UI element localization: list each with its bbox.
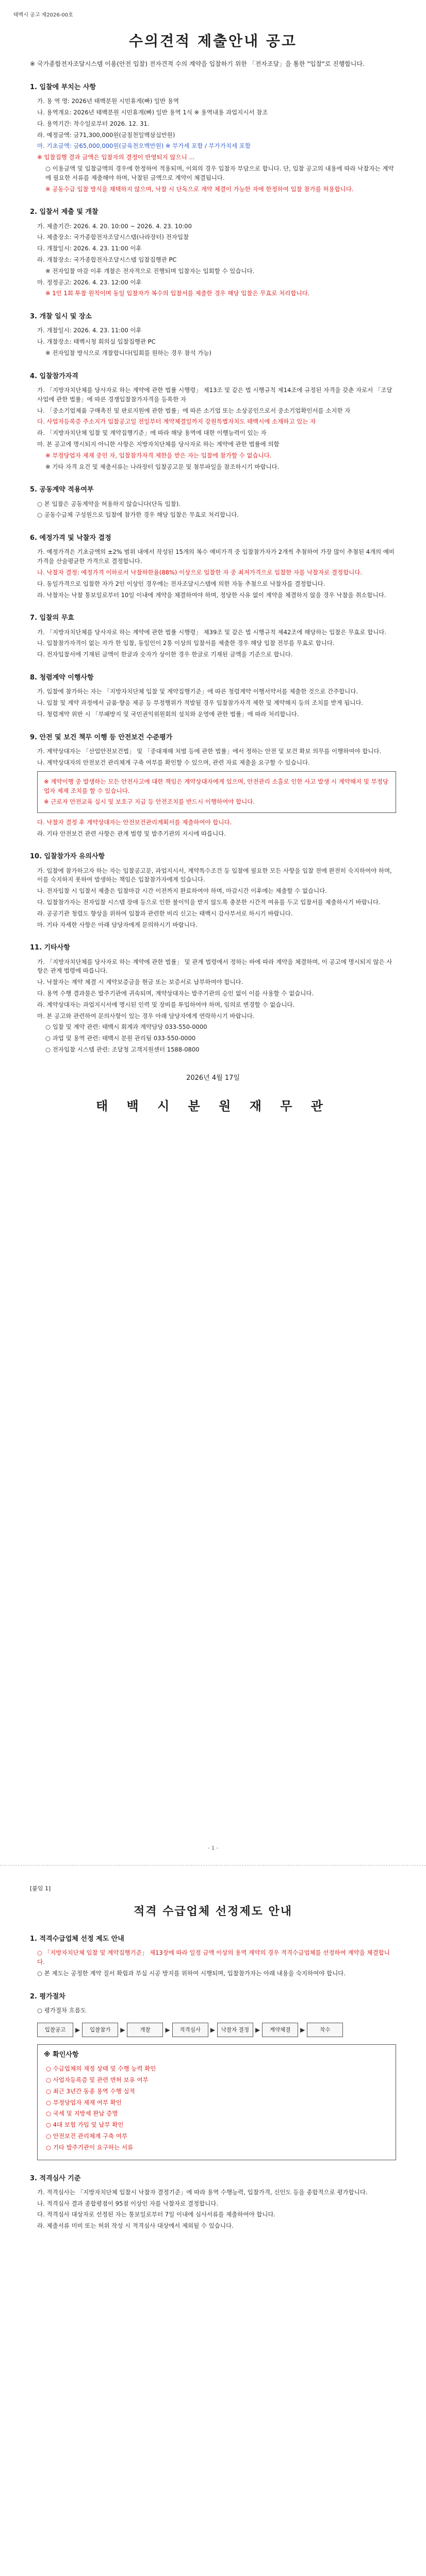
section-line: 나. 입찰참가자격이 없는 자가 한 입찰, 동일인이 2통 이상의 입찰서를 제출한 경우 해당 입찰 전부를 무효로 합니다. [37,639,335,647]
check-item: ○ 부정당업자 제재 여부 확인 [46,2098,122,2106]
section-heading: 9. 안전 및 보건 책무 이행 등 안전보건 수준평가 [30,733,173,741]
attachment-section-2 [30,1992,396,2037]
section-line: 다. 전자입찰서에 기재된 금액이 한글과 숫자가 상이한 경우 한글로 기재된 금액을 기준으로 합니다. [37,651,293,658]
section-line: 가. 「지방자치단체를 당사자로 하는 계약에 관한 법률 시행령」 제13조 및 같은 법 시행규칙 제14조에 규정된 자격을 갖춘 자로서 「조달사업에 관한 법률」에 따른 경쟁입찰참가자격을 등록한 자 [37,386,392,403]
arrow-right-icon: ▶ [165,2026,170,2033]
section-line: ○ 본 제도는 공정한 계약 질서 확립과 부실 시공 방지를 위하여 시행되며, 입찰참가자는 아래 내용을 숙지하여야 합니다. [37,1969,346,1977]
flow-step: 적격심사 [172,2023,208,2037]
section-line: 나. 입찰 및 계약 과정에서 금품·향응 제공 등 부정행위가 적발될 경우 입찰참가자격 제한 및 계약해지 등의 조치를 받게 됩니다. [37,699,364,706]
section-line: 라. 낙찰자는 낙찰 통보일로부터 10일 이내에 계약을 체결하여야 하며, 정당한 사유 없이 계약을 체결하지 않을 경우 낙찰을 취소합니다. [37,591,386,599]
arrow-right-icon: ▶ [75,2026,80,2033]
section-note: ○ 이용금액 및 입찰금액의 경우에 한정하여 적용되며, 이외의 경우 입찰자 부담으로 합니다. 단, 입찰 공고의 내용에 따라 낙찰자는 계약에 필요한 서류를 제출해야 하며, 낙찰된 금액으로 계약이 체결됩니다. [45,165,394,181]
notice-page-2 [0,1865,426,2576]
section-line: 가. 예정가격은 기초금액의 ±2% 범위 내에서 작성된 15개의 복수 예비가격 중 입찰참가자가 2개씩 추첨하여 가장 많이 추첨된 4개의 예비가격을 산술평균한 가격으로 결정합니다. [37,548,395,565]
attachment-section-1 [30,1934,396,1978]
section-line: 라. 개찰장소: 국가종합전자조달시스템 입찰집행관 PC [37,256,177,264]
section-heading: 8. 청렴계약 이행사항 [30,674,94,682]
section-heading: 5. 공동계약 적용여부 [30,486,94,494]
section-10 [30,852,396,929]
section-line: 다. 용역기간: 착수일로부터 2026. 12. 31. [37,120,150,127]
attachment-section-3 [30,2174,396,2231]
section-line: ※ 전자입찰 마감 이후 개찰은 전자적으로 진행되며 입찰자는 입회할 수 있습니다. [45,267,255,275]
section-line: 가. 입찰에 참가하는 자는 「지방자치단체 입찰 및 계약집행기준」에 따른 청렴계약 이행서약서를 제출한 것으로 간주합니다. [37,688,358,696]
section-line: 가. 입찰에 참가하고자 하는 자는 입찰공고문, 과업지시서, 계약특수조건 등 입찰에 필요한 모든 사항을 입찰 전에 완전히 숙지하여야 하며, 이를 숙지하지 못하여 발생하는 책임은 입찰참가자에게 있습니다. [37,867,392,884]
section-line: 나. 개찰장소: 태백시청 회의실 입찰집행관 PC [37,338,156,346]
section-line: 나. 「중소기업제품 구매촉진 및 판로지원에 관한 법률」에 따른 소기업 또는 소상공인으로서 중소기업확인서를 소지한 자 [37,406,351,414]
section-line: 나. 낙찰자는 계약 체결 시 계약보증금을 현금 또는 보증서로 납부하여야 합니다. [37,978,243,986]
section-heading: 7. 입찰의 무효 [30,614,74,622]
section-line: ○ 본 입찰은 공동계약을 허용하지 않습니다(단독 입찰). [37,500,181,507]
arrow-right-icon: ▶ [300,2026,305,2033]
section-heading: 3. 적격심사 기준 [30,2174,81,2182]
check-item: ○ 최근 3년간 동종 용역 수행 실적 [46,2087,135,2095]
flow-step: 입찰참가 [82,2023,118,2037]
section-3 [30,312,396,358]
flow-step: 낙찰자 결정 [217,2023,253,2037]
section-line: 가. 용 역 명: 2026년 태백분원 시민휴게(빠) 일반 용역 [37,97,179,105]
section-line: 다. 개찰일시: 2026. 4. 23. 11:00 이후 [37,245,142,252]
section-line: ※ 입찰집행 결과 금액은 입찰자의 결정이 반영되지 않으니 ... [37,154,195,161]
section-line: 나. 계약상대자의 안전보건 관리체계 구축 여부를 확인할 수 있으며, 관련 자료 제출을 요구할 수 있습니다. [37,758,310,766]
section-line: ※ 전자입찰 방식으로 개찰합니다(입회를 원하는 경우 참석 가능) [45,349,211,357]
warning-box [37,771,396,812]
section-9 [30,733,396,839]
attachment-label: [붙임 1] [30,1885,51,1892]
section-heading: 4. 입찰참가자격 [30,372,78,380]
section-heading: 6. 예정가격 및 낙찰자 결정 [30,534,111,543]
section-heading: 1. 입찰에 부치는 사항 [30,83,96,91]
section-5 [30,485,396,520]
section-line: 마. 기타 자세한 사항은 아래 담당자에게 문의하시기 바랍니다. [37,921,198,928]
section-heading: 2. 평가절차 [30,1992,65,2001]
section-line: 다. 입찰참가자는 전자입찰 시스템 장애 등으로 인한 불이익을 받지 않도록 충분한 시간적 여유를 두고 입찰서를 제출하시기 바랍니다. [37,899,381,906]
section-line: 다. 적격심사 대상자로 선정된 자는 통보일로부터 7일 이내에 심사서류를 제출하여야 합니다. [37,2211,276,2218]
warning-line: ※ 근로자 안전교육 실시 및 보호구 지급 등 안전조치를 반드시 이행하여야 합니다. [44,798,255,805]
section-heading: 1. 적격수급업체 선정 제도 안내 [30,1935,124,1943]
section-11 [30,943,396,1054]
section-line: ※ 1인 1회 투찰 원칙이며 동일 입찰자가 복수의 입찰서를 제출한 경우 해당 입찰은 무효로 처리합니다. [45,290,310,297]
check-item: ○ 4대 보험 가입 및 납부 확인 [46,2121,124,2129]
section-heading: 3. 개찰 일시 및 장소 [30,313,92,321]
section-line: 마. 정정공고: 2026. 4. 23. 12:00 이후 [37,278,142,286]
section-line: 마. 기초금액: 금65,000,000원(금육천오백만원) ※ 부가세 포함 / 부가가치세 포함 [37,142,251,150]
process-flow [37,2023,396,2037]
attachment-title: 적격 수급업체 선정제도 안내 [133,1905,292,1919]
section-line: 라. 계약상대자는 과업지시서에 명시된 인력 및 장비를 투입하여야 하며, 임의로 변경할 수 없습니다. [37,1001,295,1008]
section-line: ○ 「지방자치단체 입찰 및 계약집행기준」 제13장에 따라 일정 금액 이상의 용역 계약의 경우 적격수급업체를 선정하여 계약을 체결합니다. [37,1949,390,1966]
contact-line: ○ 전자입찰 시스템 관련: 조달청 고객지원센터 1588-0800 [45,1046,200,1054]
section-6 [30,533,396,600]
section-line: 다. 청렴계약 위반 시 「부패방지 및 국민권익위원회의 설치와 운영에 관한 법률」에 따라 처리합니다. [37,710,299,718]
section-line: 다. 용역 수행 결과물은 발주기관에 귀속되며, 계약상대자는 발주기관의 승인 없이 이를 사용할 수 없습니다. [37,990,314,997]
section-line: 나. 전자입찰 시 입찰서 제출은 입찰마감 시간 이전까지 완료하여야 하며, 마감시간 이후에는 제출할 수 없습니다. [37,887,327,895]
section-1 [30,82,396,194]
section-line: ○ 평가절차 흐름도 [37,2006,87,2014]
contact-line: ○ 입찰 및 계약 관련: 태백시 회계과 계약담당 033-550-0000 [45,1023,207,1031]
section-line: 라. 예정금액: 금71,300,000원(금칠천일백삼십만원) [37,131,175,139]
check-item: ○ 수급업체의 재정 상태 및 수행 능력 확인 [46,2065,156,2073]
section-line: 가. 계약상대자는 「산업안전보건법」 및 「중대재해 처벌 등에 관한 법률」에서 정하는 안전 및 보건 확보 의무를 이행하여야 합니다. [37,747,382,755]
section-line: 다. 낙찰자 결정 후 계약상대자는 안전보건관리계획서를 제출하여야 합니다. [37,818,232,826]
contact-line: ○ 과업 및 용역 관련: 태백시 분원 관리팀 033-550-0000 [45,1035,196,1042]
check-item: ○ 사업자등록증 및 관련 면허 보유 여부 [46,2076,149,2083]
section-red-note: ※ 공동수급 입찰 방식을 채택하지 않으며, 낙찰 시 단독으로 계약 체결이 가능한 자에 한정하여 입찰 참가를 허용합니다. [45,185,354,193]
section-line: 가. 「지방자치단체를 당사자로 하는 계약에 관한 법률」 및 관계 법령에서 정하는 바에 따라 계약을 체결하며, 이 공고에 명시되지 않은 사항은 관계 법령에 따릅니다. [37,958,392,975]
section-line: 나. 낙찰자 결정: 예정가격 이하로서 낙찰하한율(88%) 이상으로 입찰한 자 중 최저가격으로 입찰한 자를 낙찰자로 결정합니다. [37,569,363,577]
arrow-right-icon: ▶ [120,2026,125,2033]
flow-step: 계약체결 [262,2023,298,2037]
notice-number: 태백시 공고 제2026-00호 [13,12,73,18]
check-item: ○ 기타 발주기관이 요구하는 서류 [46,2143,134,2151]
section-line: 마. 본 공고에 명시되지 아니한 사항은 지방자치단체를 당사자로 하는 계약에 관한 법률에 의함 [37,440,280,448]
notice-intro: ※ 국가종합전자조달시스템 이용(안전 입찰) 전자견적 수의 계약을 입찰하기 위한 「전자조달」을 통한 "입찰"로 진행합니다. [30,60,365,68]
section-heading: 11. 기타사항 [30,944,70,952]
arrow-right-icon: ▶ [255,2026,260,2033]
section-line: 가. 「지방자치단체를 당사자로 하는 계약에 관한 법률 시행령」 제39조 및 같은 법 시행규칙 제42조에 해당하는 입찰은 무효로 합니다. [37,628,387,636]
section-8 [30,673,396,719]
section-line: 가. 개찰일시: 2026. 4. 23. 11:00 이후 [37,327,142,334]
section-heading: 10. 입찰참가자 유의사항 [30,853,105,861]
section-line: ※ 부정당업자 제재 중인 자, 입찰참가자격 제한을 받은 자는 입찰에 참가할 수 없습니다. [45,451,272,459]
section-line: 라. 공공기관 청렴도 향상을 위하여 입찰과 관련한 비리 신고는 태백시 감사부서로 하시기 바랍니다. [37,909,293,917]
section-line: 가. 제출기간: 2026. 4. 20. 10:00 ~ 2026. 4. 23. 10:00 [37,222,192,230]
warning-line: ※ 계약이행 중 발생하는 모든 안전사고에 대한 책임은 계약상대자에게 있으며, 안전관리 소홀로 인한 사고 발생 시 계약해지 및 부정당업자 제재 조치를 할 수 있습니다. [44,778,388,795]
check-heading: ※ 확인사항 [44,2050,79,2059]
issuing-org: 태 백 시 분 원 재 무 관 [96,1099,330,1114]
notice-date: 2026년 4월 17일 [186,1074,240,1082]
section-line: ○ 공동수급체 구성원으로 입찰에 참가한 경우 해당 입찰은 무효로 처리합니다. [37,511,239,519]
section-line: 다. 사업자등록증 주소지가 입찰공고일 전일부터 계약체결일까지 강원특별자치도 태백시에 소재하고 있는 자 [37,418,316,426]
section-line: 나. 적격심사 결과 종합평점이 95점 이상인 자를 낙찰자로 결정합니다. [37,2199,219,2207]
section-line: 라. 제출서류 미비 또는 허위 작성 시 적격심사 대상에서 제외될 수 있습니다. [37,2222,234,2230]
section-2 [30,207,396,298]
flow-step: 착수 [307,2023,343,2037]
section-line: 라. 「지방자치단체 입찰 및 계약집행기준」에 따라 해당 용역에 대한 이행능력이 있는 자 [37,429,267,437]
section-line: 다. 동일가격으로 입찰한 자가 2인 이상인 경우에는 전자조달시스템에 의한 자동 추첨으로 낙찰자를 결정합니다. [37,580,325,587]
section-7 [30,613,396,659]
notice-title: 수의견적 제출안내 공고 [129,32,297,49]
section-line: 라. 기타 안전보건 관련 사항은 관계 법령 및 발주기관의 지시에 따릅니다. [37,829,226,837]
flow-step: 입찰공고 [37,2023,73,2037]
section-line: 나. 용역개요: 2026년 태백분원 시민휴게(빠) 일반 용역 1식 ※ 용역내용 과업지시서 참조 [37,108,268,116]
check-item: ○ 안전보건 관리체계 구축 여부 [46,2132,127,2140]
section-line: 마. 본 공고와 관련하여 문의사항이 있는 경우 아래 담당자에게 연락하시기 바랍니다. [37,1012,255,1020]
section-heading: 2. 입찰서 제출 및 개찰 [30,208,99,216]
check-box [37,2044,396,2160]
section-line: ※ 기타 자격 요건 및 제출서류는 나라장터 입찰공고문 및 첨부파일을 참조하시기 바랍니다. [45,463,280,470]
arrow-right-icon: ▶ [210,2026,215,2033]
section-line: 가. 적격심사는 「지방자치단체 입찰시 낙찰자 결정기준」에 따라 용역 수행능력, 입찰가격, 신인도 등을 종합적으로 평가합니다. [37,2188,368,2196]
check-item: ○ 국세 및 지방세 완납 증명 [46,2110,118,2117]
section-line: 나. 제출장소: 국가종합전자조달시스템(나라장터) 전자입찰 [37,233,189,241]
section-4 [30,371,396,472]
flow-step: 개찰 [127,2023,163,2037]
page-number: - 1 - [208,1845,218,1851]
